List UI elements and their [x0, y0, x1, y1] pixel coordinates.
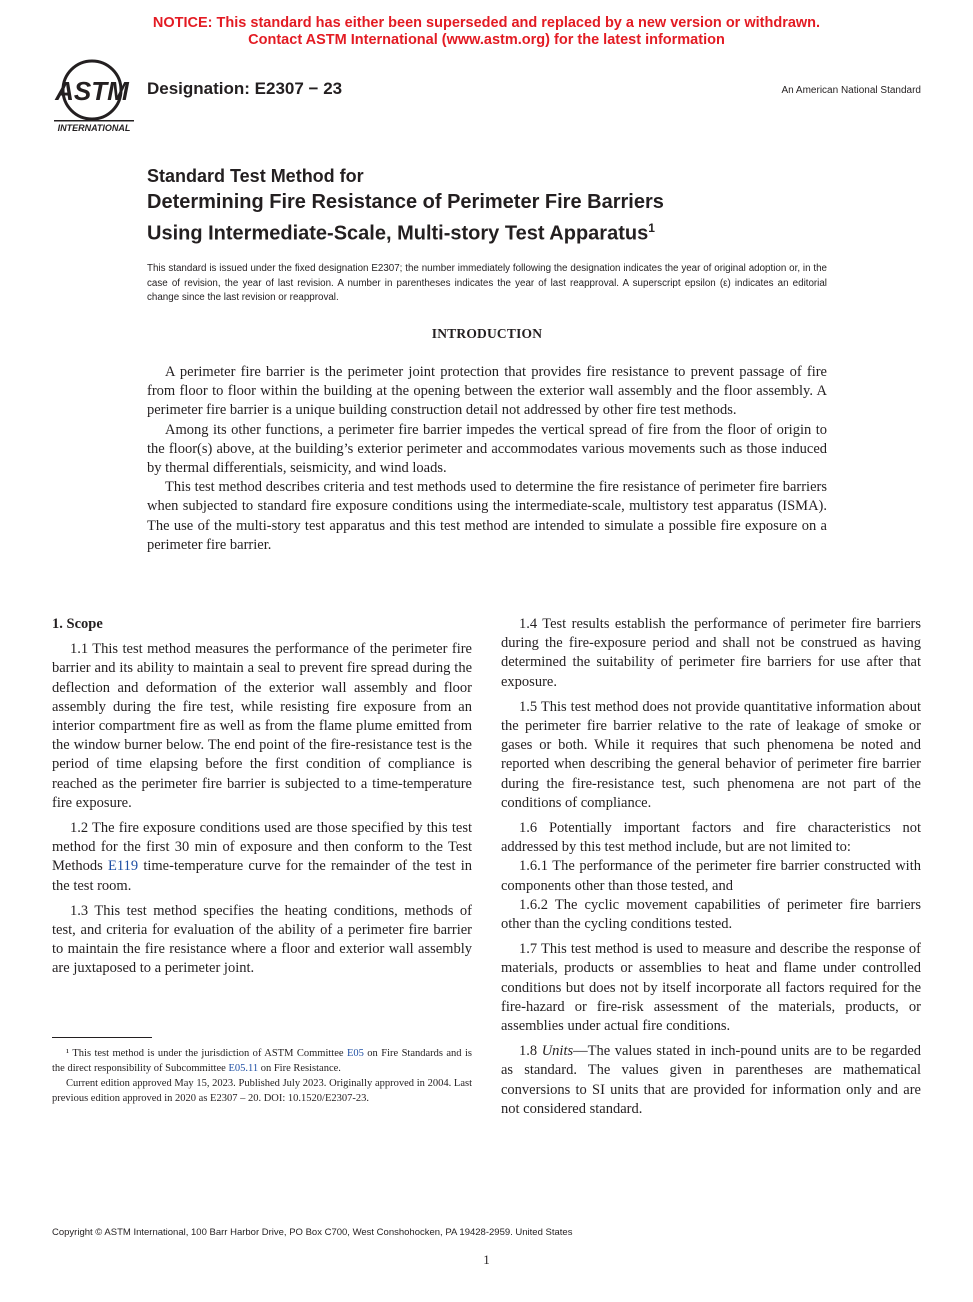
- footnote-1-text-end: on Fire Resistance.: [258, 1063, 341, 1074]
- paragraph-1-8-heading: Units: [541, 1043, 574, 1060]
- title-line-2: Determining Fire Resistance of Perimeter Fire Barriers: [147, 191, 664, 213]
- title-line-1: Standard Test Method for: [147, 166, 364, 186]
- paragraph-1-4: 1.4 Test results establish the performance of perimeter fire barriers during the fire-exposure period and shall not be construed as having determined the suitability of perimeter fire barriers for use after that exposure.: [501, 616, 921, 690]
- link-e05[interactable]: E05: [346, 1048, 364, 1059]
- paragraph-1-6-2: 1.6.2 The cyclic movement capabilities of perimeter fire barriers other than the cycling conditions tested.: [501, 896, 921, 933]
- link-e119[interactable]: E119: [108, 858, 139, 875]
- astm-logo-icon: [50, 58, 142, 134]
- paragraph-1-7: 1.7 This test method is used to measure and describe the response of materials, products or assemblies to heat and flame under controlled conditions but does not by itself incorporate all factors required for the fire-hazard or fire-risk assessment of the materials, products, or assemblies under actual fire conditions.: [501, 941, 921, 1035]
- right-column: [501, 615, 921, 1125]
- paragraph-1-2: [52, 819, 472, 896]
- paragraph-1-8-number: 1.8: [519, 1043, 542, 1060]
- national-standard-label: An American National Standard: [781, 85, 921, 96]
- paragraph-1-3: 1.3 This test method specifies the heating conditions, methods of test, and criteria for evaluation of the ability of a perimeter fire barrier to maintain the fire resistance where a floor and exterior wall assembly are juxtaposed to a perimeter joint.: [52, 902, 472, 977]
- designation: Designation: E2307 − 23: [147, 79, 343, 98]
- paragraph-1-8-text: —The values stated in inch-pound units are to be regarded as standard. The values given in parentheses are mathematical conversions to SI units that are provided for information only and are not considered standard.: [501, 1043, 922, 1117]
- footnote-2: Current edition approved May 15, 2023. Published July 2023. Originally approved in 2004. Last previous edition approved in 2020 as E2307 – 20. DOI: 10.1520/E2307-23.: [52, 1078, 472, 1104]
- introduction-heading: INTRODUCTION: [431, 326, 543, 341]
- intro-paragraph: This test method describes criteria and test methods used to determine the fire resistance of perimeter fire barriers when subjected to standard fire exposure conditions using the intermediate-scale, multistory test apparatus (ISMA). The use of the multi-story test apparatus and this test method are intended to simulate a possible fire exposure on a perimeter fire barrier.: [147, 479, 827, 553]
- intro-paragraph: A perimeter fire barrier is the perimeter joint protection that provides fire resistance to prevent passage of fire from floor to floor within the building at the opening between the exterior wall assembly and the floor assembly. A perimeter fire barrier is a unique building construction detail not addressed by other fire test methods.: [147, 364, 827, 419]
- footnote-1-text-mid: on Fire Standards and is the direct responsibility of Subcommittee: [52, 1048, 472, 1074]
- astm-logo: [50, 58, 142, 134]
- paragraph-1-1: 1.1 This test method measures the performance of the perimeter fire barrier and its ability to maintain a seal to prevent fire spread during the deflection and deformation of the exterior wall assembly and floor assembly during the fire test, while resisting fire exposure from an interior compartment fire as well as from the flame plume emitted from the window burner below. The end point of the fire-resistance test is the period of time elapsing before the first condition of compliance is reached as the perimeter fire barrier is subjected to a time-temperature fire exposure.: [52, 641, 472, 811]
- title-footnote-mark: 1: [648, 221, 655, 235]
- page-number: 1: [483, 1252, 490, 1267]
- link-e05-11[interactable]: E05.11: [228, 1063, 259, 1074]
- introduction-body: [147, 363, 827, 555]
- paragraph-1-2-text: 1.2 The fire exposure conditions used are those specified by this test method for the first 30 min of exposure and then conform to the Test Methods: [52, 820, 472, 875]
- paragraph-1-6: 1.6 Potentially important factors and fire characteristics not addressed by this test method include, but are not limited to:: [501, 820, 921, 856]
- section-heading-scope: 1. Scope: [52, 616, 103, 632]
- title-line-3: Using Intermediate-Scale, Multi-story Test Apparatus: [147, 222, 649, 245]
- copyright-notice: Copyright © ASTM International, 100 Barr Harbor Drive, PO Box C700, West Conshohocken, PA 19428-2959. United States: [52, 1227, 573, 1238]
- footnote-1: [52, 1046, 472, 1076]
- paragraph-1-5: 1.5 This test method does not provide quantitative information about the perimeter fire barrier relative to the rate of leakage of smoke or gases or both. While it requires that such phenomena be noted and reported when describing the general behavior of perimeter fire barrier during the fire-resistance test, such phenomena are not part of the conditions of compliance.: [501, 698, 921, 811]
- notice-line-1: NOTICE: This standard has either been superseded and replaced by a new version or withdrawn.: [152, 15, 821, 31]
- paragraph-1-6-1: 1.6.1 The performance of the perimeter fire barrier constructed with components other than those tested, and: [501, 858, 921, 894]
- document-title: [147, 163, 907, 247]
- paragraph-1-2-text-end: time-temperature curve for the remainder of the test in the test room.: [52, 858, 473, 894]
- paragraph-1-8: [501, 1042, 921, 1119]
- footnotes: [52, 1046, 472, 1106]
- intro-paragraph: Among its other functions, a perimeter fire barrier impedes the vertical spread of fire from the floor of origin to the floor(s) above, at the building’s exterior perimeter and accommodates various movements such as those induced by thermal differentials, seismicity, and wind loads.: [147, 421, 827, 477]
- issue-statement: This standard is issued under the fixed designation E2307; the number immediately following the designation indicates the year of original adoption or, in the case of revision, the year of last revision. A number in parentheses indicates the year of last reapproval. A superscript epsilon (ε) indicates an editorial change since the last revision or reapproval.: [147, 263, 827, 303]
- footnote-divider: [52, 1037, 152, 1038]
- notice-line-2: Contact ASTM International (www.astm.org) for the latest information: [248, 32, 725, 48]
- logo-subtitle: INTERNATIONAL: [57, 123, 131, 133]
- footnote-1-text: ¹ This test method is under the jurisdiction of ASTM Committee: [66, 1048, 347, 1059]
- left-column: [52, 615, 472, 985]
- withdrawal-notice: [0, 15, 973, 49]
- logo-mark: ASTM: [55, 76, 129, 106]
